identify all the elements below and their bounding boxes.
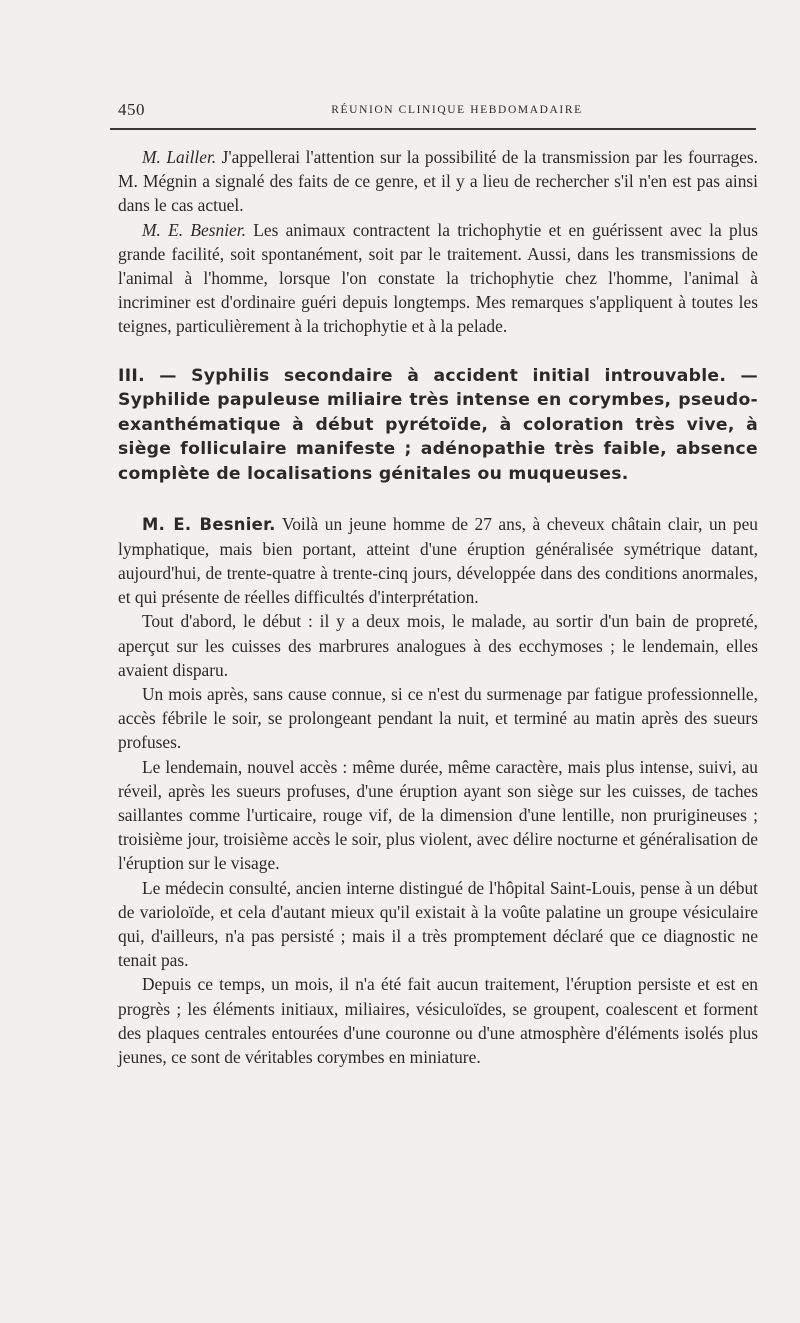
- section-title: III. — Syphilis secondaire à accident initial introuvable. — Syphilide papuleuse miliaire très intense en corymbes, pseudo-exanthématique à début pyrétoïde, à coloration très vive, à siège folliculaire manifeste ; adénopathie très faible, absence complète de localisations génitales ou muqueuses.: [118, 365, 758, 484]
- spacer: [118, 487, 758, 512]
- paragraph-medecin: Le médecin consulté, ancien interne distingué de l'hôpital Saint-Louis, pense à un début de varioloïde, et cela d'autant mieux qu'il existait à la voûte palatine un groupe vésiculaire qui, d'ailleurs, n'a pas persisté ; mais il a très promptement déclaré que ce diagnostic ne tenait pas.: [118, 877, 758, 971]
- speaker-besnier-bold: M. E. Besnier.: [142, 514, 276, 534]
- page-body: [118, 145, 758, 1069]
- speaker-lailler: M. Lailler.: [142, 147, 217, 167]
- speaker-besnier: M. E. Besnier.: [142, 219, 246, 240]
- paragraph-besnier-animals-text: Les animaux contractent la trichophytie et en guérissent avec la plus grande facilité, soit spontanément, soit par le traitement. Aussi, dans les transmissions de l'animal à l'homme, lorsque l'on constate la trichophytie chez l'homme, l'animal à incriminer est d'ordinaire guéri depuis longtemps. Mes remarques s'appliquent à toutes les teignes, particulièrement à la trichophytie et à la pelade.: [118, 219, 758, 337]
- paragraph-besnier-case: [118, 512, 758, 610]
- paragraph-lendemain: Le lendemain, nouvel accès : même durée, même caractère, mais plus intense, suivi, au réveil, après les sueurs profuses, d'une éruption ayant son siège sur les cuisses, de taches saillantes comme l'urticaire, rouge vif, de la dimension d'une lentille, non prurigineuses ; troisième jour, troisième accès le soir, plus violent, avec délire nocturne et généralisation de l'éruption sur le visage.: [118, 756, 758, 874]
- paragraph-besnier-animals: [118, 218, 758, 339]
- header-rule: [110, 128, 756, 130]
- page-header: [118, 94, 756, 122]
- spacer: [118, 339, 758, 364]
- running-title: RÉUNION CLINIQUE HEBDOMADAIRE: [331, 104, 583, 116]
- paragraph-lailler-text: J'appellerai l'attention sur la possibilité de la transmission par les fourrages. M. Mégnin a signalé des faits de ce genre, et il y a lieu de rechercher s'il n'en est pas ainsi dans le cas actuel.: [118, 147, 758, 216]
- page-number: 450: [118, 100, 145, 119]
- paragraph-debut: Tout d'abord, le début : il y a deux mois, le malade, au sortir d'un bain de propreté, aperçut sur les cuisses des marbrures analogues à des ecchymoses ; le lendemain, elles avaient disparu.: [118, 611, 758, 680]
- paragraph-besnier-case-text: Voilà un jeune homme de 27 ans, à cheveux châtain clair, un peu lymphatique, mais bien portant, atteint d'une éruption généralisée symétrique datant, aujourd'hui, de trente-quatre à trente-cinq jours, développée dans des conditions anormales, et qui présente de réelles difficultés d'interprétation.: [118, 513, 758, 608]
- paragraph-depuis: Depuis ce temps, un mois, il n'a été fait aucun traitement, l'éruption persiste et est en progrès ; les éléments initiaux, miliaires, vésiculoïdes, se groupent, coalescent et forment des plaques centrales entourées d'une couronne ou d'une atmosphère d'éléments isolés plus jeunes, ce sont de véritables corymbes en miniature.: [118, 974, 758, 1068]
- paragraph-un-mois: Un mois après, sans cause connue, si ce n'est du surmenage par fatigue professionnelle, accès fébrile le soir, se prolongeant pendant la nuit, et terminé au matin après des sueurs profuses.: [118, 684, 758, 753]
- paragraph-lailler: [118, 145, 758, 218]
